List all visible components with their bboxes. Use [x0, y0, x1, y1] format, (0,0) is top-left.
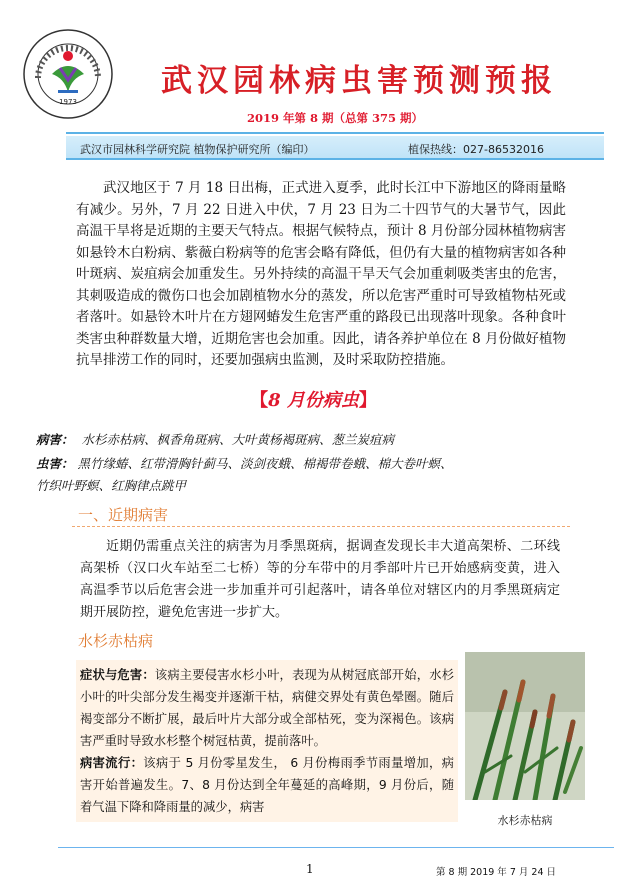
- epidemic-label: 病害流行：: [80, 756, 144, 770]
- page-number: 1: [306, 862, 314, 876]
- disease-list: [36, 430, 596, 448]
- header-divider: [66, 132, 604, 134]
- symptom-label: 症状与危害：: [80, 668, 155, 682]
- epidemic-text: 该病于 5 月份零星发生， 6 月份梅雨季节雨量增加，病害开始普遍发生。7、8 月份达到全年蔓延的高峰期，9 月份后，随着气温下降和降雨量的减少，病害: [80, 756, 454, 814]
- hotline: 植保热线：027-86532016: [408, 143, 544, 156]
- pest-items: 黑竹缘蝽、红带滑胸针蓟马、淡剑夜蛾、棉褐带卷蛾、棉大卷叶螟、: [77, 456, 453, 471]
- symptom-text: 该病主要侵害水杉小叶，表现为从树冠底部开始，水杉小叶的叶尖部分发生褐变并逐渐干枯，病健交界处有黄色晕圈。随后褐变部分不断扩展，最后叶片大部分或全部枯死，变为深褐色。该病害严重时导致水杉整个树冠枯黄，提前落叶。: [80, 668, 454, 748]
- disease-items: 水杉赤枯病、枫香角斑病、大叶黄杨褐斑病、葱兰炭疽病: [81, 432, 394, 447]
- photo-caption: 水杉赤枯病: [497, 814, 553, 827]
- intro-paragraph: 武汉地区于 7 月 18 日出梅，正式进入夏季，此时长江中下游地区的降雨量略有减少。另外，7 月 22 日进入中伏，7 月 23 日为二十四节气的大暑节气，因此高温干旱将是近期的主要天气特点。根据气候特点，预计 8 月份部分园林植物病害如悬铃木白粉病、紫薇白粉病等的危害会略有降低，但仍有大量的植物病害如各种叶斑病、炭疽病会加重发生。另外持续的高温干旱天气会加重刺吸类害虫的危害，其刺吸造成的微伤口也会加剧植物水分的蒸发，所以危害严重时可导致植物枯死或者落叶。如悬铃木叶片在方翅网蝽发生危害严重的路段已出现落叶现象。各种食叶类害虫种群数量大增，近期危害也会加重。因此，请各养护单位在 8 月份做好植物抗旱排涝工作的同时，还要加强病虫监测，及时采取防控措施。: [76, 180, 566, 368]
- footer-info: 第 8 期 2019 年 7 月 24 日: [436, 867, 557, 878]
- issue-number: 2019 年第 8 期（总第 375 期）: [246, 111, 424, 125]
- month-section-title-text: 8 月份病虫: [268, 390, 359, 411]
- recent-disease-paragraph: 近期仍需重点关注的病害为月季黑斑病，据调查发现长丰大道高架桥、二环线高架桥（汉口火车站至二七桥）等的分车带中的月季部叶片已开始感病变黄，进入高温季节以后危害会进一步加重并可引起落叶，请各单位对辖区内的月季黑斑病定期开展防控，避免危害进一步扩大。: [80, 539, 560, 620]
- footer-divider: [58, 847, 614, 848]
- publisher: 武汉市园林科学研究院 植物保护研究所（编印）: [80, 143, 315, 156]
- disease-label: 病害：: [36, 432, 74, 447]
- pest-label: 虫害：: [36, 456, 74, 471]
- section-divider: [72, 526, 570, 528]
- header-bar: [66, 136, 604, 160]
- pest-list: [36, 454, 596, 472]
- pest-list-cont: 竹织叶野螟、红胸律点跳甲: [36, 478, 187, 493]
- disease-heading: 水杉赤枯病: [78, 632, 154, 650]
- masthead-title: 武汉园林病虫害预测预报: [161, 63, 557, 99]
- svg-text:1973: 1973: [59, 98, 77, 106]
- institute-logo: [22, 28, 114, 120]
- recent-disease-heading: 一、近期病害: [78, 506, 169, 524]
- disease-description: [76, 660, 458, 822]
- disease-photo: [465, 652, 585, 800]
- month-section-title: 【8 月份病虫】: [250, 390, 377, 411]
